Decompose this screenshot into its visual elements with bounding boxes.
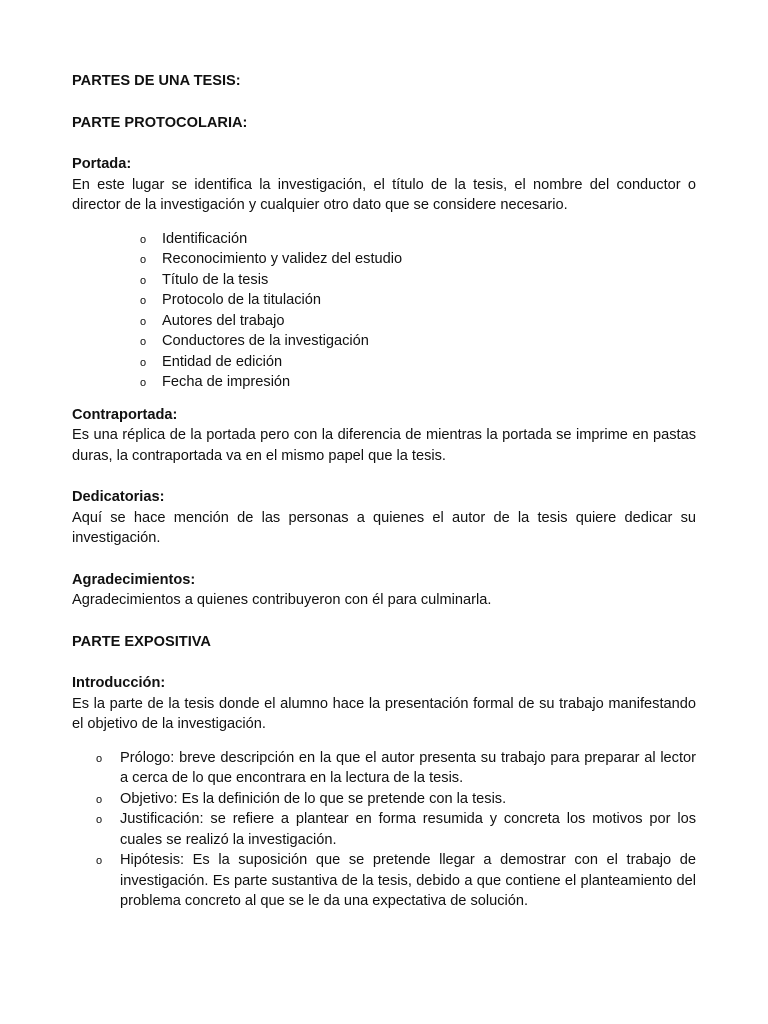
introduccion-text: Es la parte de la tesis donde el alumno hace la presentación formal de su trabajo manifestando el objetivo de la investigación. [72, 695, 696, 732]
list-item: o Prólogo: breve descripción en la que el autor presenta su trabajo para preparar al lector a cerca de lo que encontrara en la lectura de la tesis. [96, 749, 696, 786]
list-item: o Entidad de edición [140, 352, 696, 373]
document-title: PARTES DE UNA TESIS: [72, 73, 241, 89]
bullet-icon: o [96, 855, 103, 867]
bullet-icon: o [140, 274, 147, 287]
portada-list [72, 229, 696, 393]
bullet-icon: o [96, 752, 103, 765]
list-item: o Identificación [140, 229, 696, 250]
bullet-icon: o [140, 254, 147, 266]
list-item: o Hipótesis: Es la suposición que se pretende llegar a demostrar con el trabajo de investigación. Es parte sustantiva de la tesis, debido a que contiene el planteamiento del problema concreto al que se le da una expectativa de solución. [96, 852, 696, 909]
dedicatorias-heading: Dedicatorias: [72, 489, 165, 505]
list-item: o Fecha de impresión [140, 372, 696, 393]
list-item: o Reconocimiento y validez del estudio [140, 249, 696, 270]
bullet-icon: o [140, 233, 147, 246]
agradecimientos-text: Agradecimientos a quienes contribuyeron con él para culminarla. [72, 592, 492, 608]
list-item: o Justificación: se refiere a plantear en forma resumida y concreta los motivos por los cuales se realizó la investigación. [96, 811, 696, 848]
contraportada-heading: Contraportada: [72, 406, 178, 423]
bullet-icon: o [140, 295, 147, 307]
bullet-icon: o [96, 793, 103, 806]
list-item: o Protocolo de la titulación [140, 290, 696, 311]
dedicatorias-text: Aquí se hace mención de las personas a quienes el autor de la tesis quiere dedicar su investigación. [72, 509, 696, 546]
portada-heading: Portada: [72, 156, 132, 172]
contraportada-text: Es una réplica de la portada pero con la diferencia de mientras la portada se imprime en pastas duras, la contraportada va en el mismo papel que la tesis. [72, 427, 696, 464]
bullet-icon: o [140, 356, 147, 369]
list-item: o Conductores de la investigación [140, 331, 696, 352]
agradecimientos-heading: Agradecimientos: [72, 571, 196, 588]
list-item: o Autores del trabajo [140, 311, 696, 332]
section-heading-protocolaria: PARTE PROTOCOLARIA: [72, 114, 248, 131]
list-item: o Título de la tesis [140, 270, 696, 291]
section-heading-expositiva: PARTE EXPOSITIVA [72, 633, 211, 650]
portada-text: En este lugar se identifica la investigación, el título de la tesis, el nombre del conductor o director de la investigación y cualquier otro dato que se considere necesario. [72, 176, 696, 213]
introduccion-list [72, 748, 696, 912]
bullet-icon: o [140, 377, 147, 389]
bullet-icon: o [96, 814, 103, 826]
bullet-icon: o [140, 315, 147, 328]
bullet-icon: o [140, 336, 147, 348]
list-item: o Objetivo: Es la definición de lo que se pretende con la tesis. [96, 789, 696, 810]
introduccion-heading: Introducción: [72, 675, 166, 691]
